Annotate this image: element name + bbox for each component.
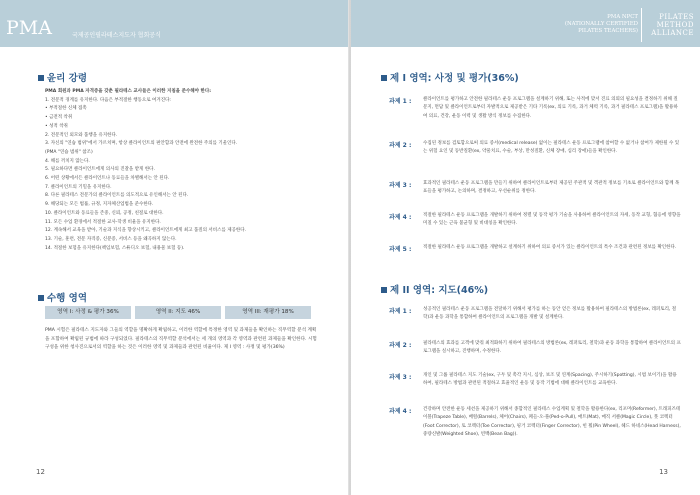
left-header-band <box>0 0 349 47</box>
domain2-title <box>381 282 488 296</box>
left-header-title: 국제공인필라테스지도자 협회공식 <box>72 32 161 39</box>
task-label: 과제 1 : <box>389 308 412 315</box>
ethics-line: 3. 자신의 "연습 범위"에서 가르치며, 항상 클라이언트의 편안함과 안전에 완전한 주의를 기울인다. <box>45 141 238 147</box>
right-page <box>351 0 700 495</box>
square-bullet-icon <box>38 295 44 301</box>
ethics-line: 14. 적절한 보험을 유지한다(책임보험, 스튜디오 보험, 내용물 보험 등). <box>45 245 185 251</box>
square-bullet-icon <box>38 75 44 81</box>
ethics-line: • 부적절한 신체 접촉 <box>45 106 87 112</box>
performance-description: PMA 시험은 필라테스 지도자와 그들의 역할을 명확하게 확립하고, 이러한 역할에 특정한 영역 및 과제들을 확인하는 직무역할 분석 계획을 포함하여 확립된 규범에 따라 구성되었다. 필라테스의 직무역할 분석에서는 세 개의 영역과 각 영역과 관련된 과제들을 확인한다. 시험 구성을 위한 청사진으로서의 역할을 하는 것은 이러한 영역 및 과제들과 관련된 비율이다. 제 I 영역 : 사정 및 평가(36%) <box>45 328 317 351</box>
npct-line: PILATES TEACHERS) <box>578 28 638 34</box>
brand-line: METHOD <box>656 21 694 29</box>
domain-tab-3: 영역 III: 재평가 18% <box>225 306 311 319</box>
left-page <box>0 0 349 495</box>
task-text: 적절한 필라테스 운동 프로그램을 개발하기 위하여 정렬 및 동작 평가 기술을 사용하여 클라이언트의 자세, 동작 교형, 협응에 영향을 미칠 수 있는 근육 불균형 및 비대칭을 확인한다. <box>423 213 681 227</box>
domain1-title <box>381 70 519 84</box>
ethics-line: 4. 해를 끼치지 않는다. <box>45 158 90 164</box>
task-text: 건강하며 안전한 운동 세션을 제공하기 위해서 종합적인 필라테스 수업계획 및 철학을 활용한다(ex, 리포머(Reformer), 트래피즈테이블(Trapeze Table), 배럴(Barrels), 체어(Chairs), 페들-오-풀(Ped-o-Pull), 매트(Mat), 매직 서클(Magic Circle), 풋 코렉터(Foot Corrector), 토 코렉터(Toe Corrector), 핑거 코렉터(Finger Corrector), 힌 휠(Pin Wheel), 헤드 하네스(Head Harness), 중량신발(Weighted Shoe), 빈백(Bean Bag)). <box>423 407 681 438</box>
ethics-line: 2. 전문적인 외모와 품행을 유지한다. <box>45 132 118 138</box>
ethics-line: 11. 모든 수업 환경에서 적절한 교사-학생 비율을 유지한다. <box>45 219 161 225</box>
domain1-title-text: 제 I 영역: 사정 및 평가(36%) <box>390 73 519 84</box>
ethics-line: • 금전적 착취 <box>45 115 73 121</box>
domain2-title-text: 제 II 영역: 지도(46%) <box>390 285 489 296</box>
task-text: 필라테스의 효과를 고객에 맞춰 최적화하기 위하여 필라테스의 방법론(ex, 레퍼토리, 철학)과 운동 과학을 통합하여 클라이언트의 프로그램을 실시하고, 진행하며, 수정한다. <box>423 341 681 355</box>
task-label: 과제 4 : <box>389 214 412 221</box>
square-bullet-icon <box>381 75 387 81</box>
task-label: 과제 2 : <box>389 342 412 349</box>
ethics-line: 13. 기술, 훈련, 전문 자격증, 신분증, 서비스 등을 왜곡하지 않는다. <box>45 236 177 242</box>
task-text: 효과적인 필라테스 운동 프로그램을 만들기 위하여 클라이언트로부터 제공된 주관적 및 객관적 정보를 기초로 클라이언트와 함께 목표들을 평가하고, 논의하며, 결정하고, 우선순위를 정한다. <box>423 181 680 195</box>
page-number-right: 13 <box>659 468 668 476</box>
brand-line: ALLIANCE <box>651 29 694 37</box>
npct-line: PMA NPCT <box>607 14 638 20</box>
ethics-line: 12. 계속해서 교육을 받아, 기술과 지식을 향상시키고, 클라이언트에게 최고 품질의 서비스를 제공한다. <box>45 228 247 234</box>
page-number-left: 12 <box>36 468 45 476</box>
right-header-band <box>351 0 700 47</box>
task-text: 적절한 필라테스 운동 프로그램을 개발하고 설계하기 위하여 의료 증서가 있는 클라이언트의 특수 조건과 관련된 정보를 확인한다. <box>423 245 677 250</box>
task-label: 과제 1 : <box>389 98 412 105</box>
ethics-intro: PMA 회원과 PMA 자격증을 갖춘 필라테스 교사들은 이러한 지침을 준수해야 한다: <box>45 89 212 94</box>
ethics-title-text: 윤리 강령 <box>47 73 88 84</box>
performance-title-text: 수행 영역 <box>47 293 88 304</box>
ethics-body <box>45 88 315 253</box>
ethics-line: 9. 해당되는 모든 법률, 규정, 지자체산업법을 준수한다. <box>45 202 154 208</box>
domain-tabs <box>45 306 311 319</box>
ethics-line: 8. 다른 필라테스 전문가의 클라이언트를 의도적으로 유인해서는 안 된다. <box>45 193 189 199</box>
ethics-line: 6. 어떤 상황에서든 클라이언트나 동료들을 차별해서는 안 된다. <box>45 176 170 182</box>
task-label: 과제 5 : <box>389 246 412 253</box>
brand-wordmark <box>651 13 694 37</box>
header-divider <box>641 8 642 42</box>
ethics-line: 7. 클라이언트의 기밀을 유지한다. <box>45 184 112 190</box>
npct-label <box>565 14 638 35</box>
square-bullet-icon <box>381 287 387 293</box>
npct-line: (NATIONALLY CERTIFIED <box>564 21 638 27</box>
task-label: 과제 3 : <box>389 374 412 381</box>
brand-line: PILATES <box>659 13 694 21</box>
task-label: 과제 3 : <box>389 182 412 189</box>
ethics-line: 1. 전문적 경계를 유지한다. 다음은 부적절한 행동으로 여겨진다: <box>45 97 171 103</box>
task-text: 클라이언트를 평가하고 안전한 필라테스 운동 프로그램을 설계하기 위해, 또는 사적에 맞서 진료 의뢰의 필요성을 결정하기 위해 질문지, 면담 및 클라이언트로부터 자발적으로 제공받은 기타 기록(ex, 의료 기록, 과거 체력 기록, 과거 필라테스 프로그램)을 활용하여 의료, 건강, 운동 이력 및 생활 방식 정보를 수집한다. <box>423 97 678 119</box>
ethics-line: 5. 필요하다면 클라이언트에게 의사의 진찰을 받게 한다. <box>45 167 155 173</box>
performance-title <box>38 290 87 304</box>
domain-tab-1: 영역 I: 사정 & 평가 36% <box>45 306 131 319</box>
task-text: 개인 및 그룹 필라테스 지도 기술(ex, 구두 및 촉각 지시, 심상, 보조 및 연계(Spacing), 주시하기(Spotting), 시범 보이기)을 활용하여, 필라테스 방법과 관련된 적절하고 효율적인 운동 및 동작 기법에 대해 클라이언트를 교육한다. <box>423 373 677 387</box>
task-label: 과제 2 : <box>389 142 412 149</box>
task-text: 성공적인 필라테스 운동 프로그램을 전달하기 위해서 평가를 하는 동안 얻은 정보를 활용하여 필라테스의 방법론(ex, 레퍼토리, 철학)과 운동 과학을 통합하여 클라이언트의 프로그램을 개발 및 설계한다. <box>423 307 677 321</box>
domain-tab-2: 영역 II: 지도 46% <box>135 306 221 319</box>
task-text: 수집된 정보를 검토함으로써 의료 증서(medical release) 없이는 필라테스 운동 프로그램에 참여할 수 없거나 참여가 제한될 수 있는 위험 요인 및 동반질환(ex, 약물치료, 수술, 부상, 만성질환, 신체 장애, 심리 장애)들을 확인한다. <box>423 141 680 155</box>
pma-logo: PMA <box>6 17 52 39</box>
ethics-title <box>38 70 87 84</box>
ethics-line: 10. 클라이언트와 동료들을 존중, 신뢰, 공정, 친절로 대한다. <box>45 210 164 216</box>
task-label: 과제 4 : <box>389 408 412 415</box>
ethics-line: • 성적 착취 <box>45 123 68 129</box>
ethics-line: (PMA "연습 범위" 참조) <box>45 149 93 155</box>
